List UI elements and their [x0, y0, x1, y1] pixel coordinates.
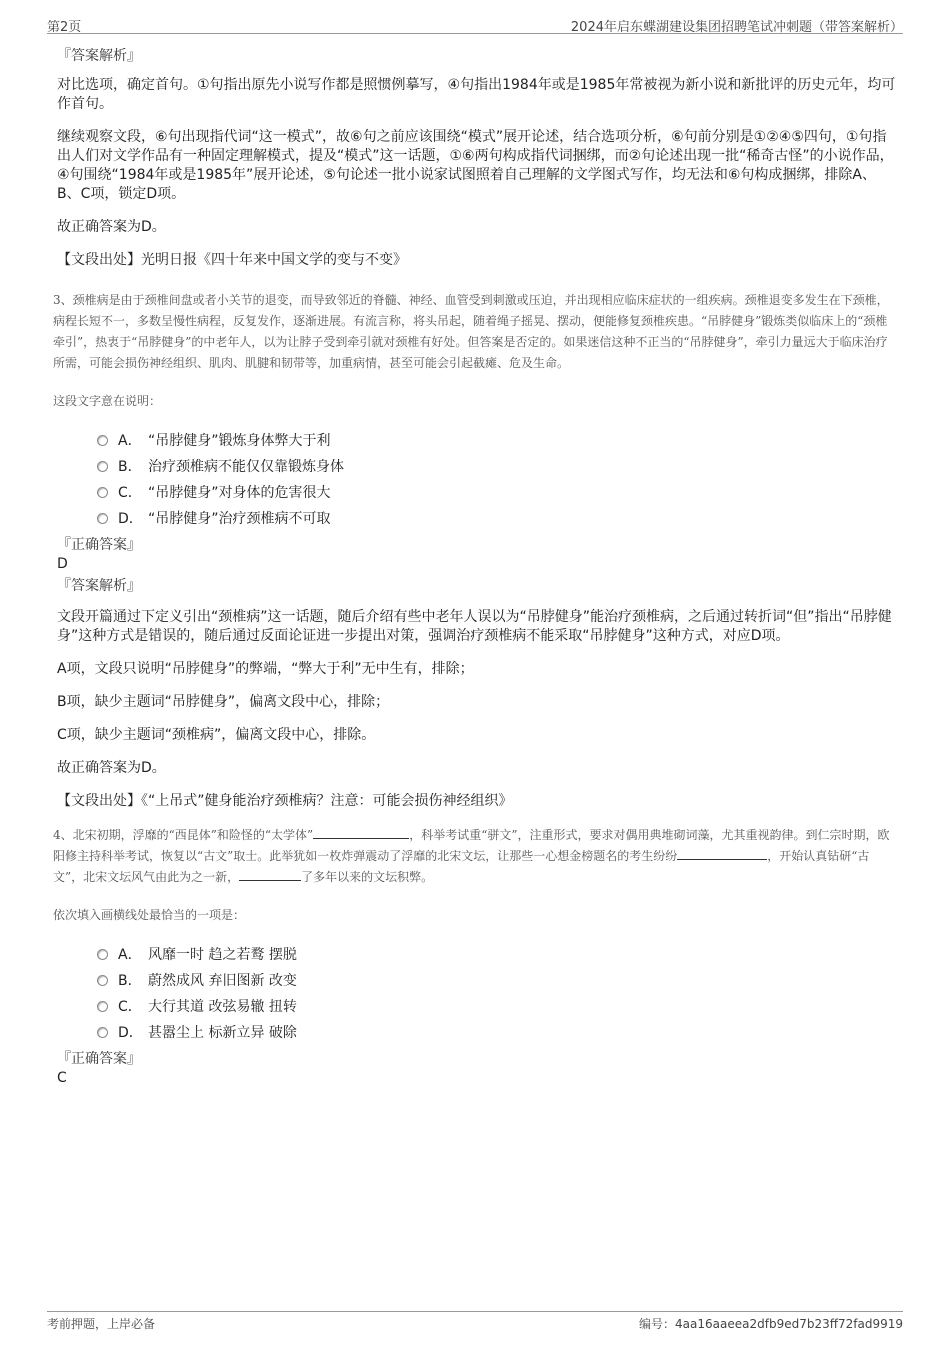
radio-icon[interactable]: [97, 1027, 108, 1038]
question-4-options: [97, 941, 897, 1045]
question-3-options: [97, 427, 897, 531]
question-3-text: 3、颈椎病是由于颈椎间盘或者小关节的退变，而导致邻近的脊髓、神经、血管受到刺激或压迫，并出现相应临床症状的一组疾病。颈椎退变多发生在下颈椎，病程长短不一，多数呈慢性病程，反复发作，逐渐进展。有流言称，将头吊起，随着绳子摇晃、摆动，便能修复颈椎疾患。“吊脖健身”锻炼类似临床上的“颈椎牵引”，热衷于“吊脖健身”的中老年人，以为让脖子受到牵引就对颈椎有好处。但答案是否定的。如果迷信这种不正当的“吊脖健身”，牵引力量远大于临床治疗所需，可能会损伤神经组织、肌肉、肌腱和韧带等，加重病情，甚至可能会引起截瘫、危及生命。: [53, 293, 889, 370]
analysis-paragraph: C项，缺少主题词“颈椎病”，偏离文段中心，排除。: [57, 727, 376, 743]
analysis-paragraph: 故正确答案为D。: [57, 760, 166, 776]
analysis-paragraph: A项，文段只说明“吊脖健身”的弊端，“弊大于利”无中生有，排除；: [57, 661, 474, 677]
analysis-label: 『答案解析』: [57, 578, 141, 594]
radio-icon[interactable]: [97, 513, 108, 524]
radio-icon[interactable]: [97, 1001, 108, 1012]
option-a[interactable]: A． 风靡一时 趋之若鹜 摆脱: [97, 941, 897, 967]
correct-answer-label: 『正确答案』: [57, 1051, 141, 1067]
option-b[interactable]: B． 蔚然成风 弃旧图新 改变: [97, 967, 897, 993]
option-b[interactable]: B． 治疗颈椎病不能仅仅靠锻炼身体: [97, 453, 897, 479]
radio-icon[interactable]: [97, 975, 108, 986]
document-id: 编号：4aa16aaeea2dfb9ed7b23ff72fad9919: [639, 1317, 903, 1331]
option-d[interactable]: D． 甚嚣尘上 标新立异 破除: [97, 1019, 897, 1045]
radio-icon[interactable]: [97, 949, 108, 960]
option-c[interactable]: C． 大行其道 改弦易辙 扭转: [97, 993, 897, 1019]
correct-answer-label: 『正确答案』: [57, 537, 141, 553]
fill-blank-2: [677, 847, 767, 860]
source-note: 【文段出处】《“上吊式”健身能治疗颈椎病？注意：可能会损伤神经组织》: [57, 793, 513, 809]
analysis-paragraph: B项，缺少主题词“吊脖健身”，偏离文段中心，排除；: [57, 694, 390, 710]
footer-slogan: 考前押题，上岸必备: [47, 1317, 156, 1331]
analysis-paragraph: 对比选项，确定首句。①句指出原先小说写作都是照惯例摹写，④句指出1984年或是1985年常被视为新小说和新批评的历史元年，均可作首句。: [57, 77, 896, 112]
fill-blank-3: [239, 868, 301, 881]
question-3-prompt: 这段文字意在说明：: [53, 394, 162, 408]
analysis-paragraph: 故正确答案为D。: [57, 219, 166, 235]
radio-icon[interactable]: [97, 487, 108, 498]
analysis-label: 『答案解析』: [57, 48, 141, 64]
question-4-prompt: 依次填入画横线处最恰当的一项是：: [53, 908, 246, 922]
fill-blank-1: [313, 826, 409, 839]
footer-divider: [47, 1311, 903, 1312]
radio-icon[interactable]: [97, 461, 108, 472]
analysis-paragraph: 文段开篇通过下定义引出“颈椎病”这一话题，随后介绍有些中老年人误以为“吊脖健身”能治疗颈椎病，之后通过转折词“但”指出“吊脖健身”这种方式是错误的，随后通过反面论证进一步提出对策，强调治疗颈椎病不能采取“吊脖健身”这种方式，对应D项。: [57, 609, 892, 644]
page-number: 第2页: [47, 20, 82, 35]
analysis-paragraph: 继续观察文段，⑥句出现指代词“这一模式”，故⑥句之前应该围绕“模式”展开论述，结合选项分析，⑥句前分别是①②④⑤四句，①句指出人们对文学作品有一种固定理解模式，提及“模式”这一话题，①⑥两句构成指代词捆绑，而②句论述出现一批“稀奇古怪”的小说作品，④句围绕“1984年或是1985年”展开论述，⑤句论述一批小说家试图照着自己理解的文学图式写作，均无法和⑥句构成捆绑，排除A、B、C项，锁定D项。: [57, 129, 894, 202]
option-c[interactable]: C． “吊脖健身”对身体的危害很大: [97, 479, 897, 505]
document-title: 2024年启东蝶湖建设集团招聘笔试冲刺题（带答案解析）: [570, 20, 903, 35]
correct-answer: C: [57, 1070, 67, 1086]
option-a[interactable]: A． “吊脖健身”锻炼身体弊大于利: [97, 427, 897, 453]
question-4-text: 4、北宋初期，浮靡的“西昆体”和险怪的“太学体” ，科举考试重“骈文”，注重形式，要求对偶用典堆砌词藻，尤其重视韵律。到仁宗时期，欧阳修主持科举考试，恢复以“古文”取士。此举犹如一枚炸弹震动了浮靡的北宋文坛，让那些一心想金榜题名的考生纷纷 ，开始认真钻研“古文”，北宋文坛风气由此为之一新， 了多年以来的文坛积弊。: [53, 828, 890, 884]
header-divider: [47, 33, 903, 34]
correct-answer: D: [57, 556, 68, 572]
option-d[interactable]: D． “吊脖健身”治疗颈椎病不可取: [97, 505, 897, 531]
document-body: [53, 46, 897, 1088]
radio-icon[interactable]: [97, 435, 108, 446]
source-note: 【文段出处】光明日报《四十年来中国文学的变与不变》: [57, 252, 407, 268]
